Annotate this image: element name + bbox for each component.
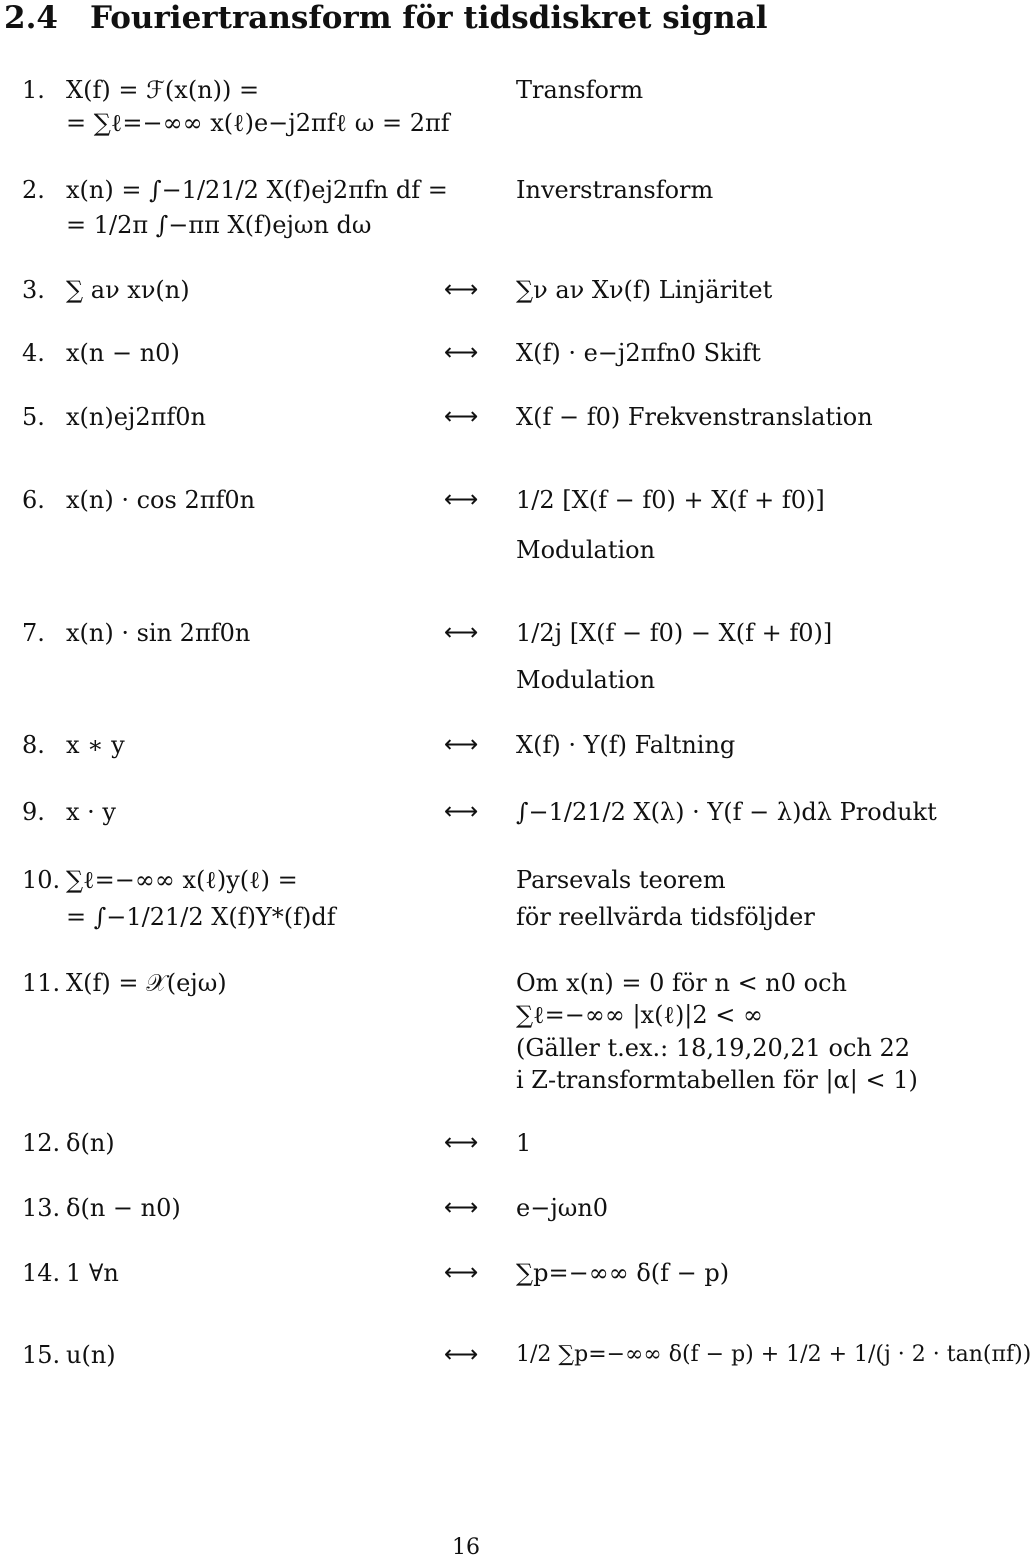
row-number: 12. [22, 1129, 61, 1157]
row-left-line: X(f) = ℱ(x(n)) = [66, 76, 260, 104]
row-number: 5. [22, 403, 45, 431]
row-left-line: = 1/2π ∫−ππ X(f)ejωn dω [66, 211, 372, 239]
row-number: 11. [22, 969, 61, 997]
correspondence-arrow: ⟷ [444, 618, 479, 646]
correspondence-arrow: ⟷ [444, 275, 479, 303]
row-right-line: Modulation [516, 536, 656, 564]
row-right-line: 1 [516, 1129, 532, 1157]
correspondence-arrow: ⟷ [444, 1128, 479, 1156]
section-title: Fouriertransform för tidsdiskret signal [89, 0, 768, 36]
row-number: 15. [22, 1341, 61, 1369]
row-left-line: x(n) · sin 2πf0n [66, 619, 251, 647]
row-right-line: ∫−1/21/2 X(λ) · Y(f − λ)dλ Produkt [516, 798, 937, 826]
row-number: 6. [22, 486, 45, 514]
row-left-line: x(n) · cos 2πf0n [66, 486, 256, 514]
row-right-line: ∑ℓ=−∞∞ |x(ℓ)|2 < ∞ [516, 1001, 764, 1029]
row-number: 2. [22, 176, 45, 204]
row-number: 8. [22, 731, 45, 759]
row-right-line: för reellvärda tidsföljder [516, 903, 815, 931]
row-number: 9. [22, 798, 45, 826]
page-number: 16 [452, 1535, 480, 1560]
row-left-line: x(n) = ∫−1/21/2 X(f)ej2πfn df = [66, 176, 448, 204]
row-right-line: i Z-transformtabellen för |α| < 1) [516, 1066, 918, 1094]
row-number: 7. [22, 619, 45, 647]
row-right-line: ∑ν aν Xν(f) Linjäritet [516, 276, 773, 304]
row-right-line: (Gäller t.ex.: 18,19,20,21 och 22 [516, 1034, 911, 1062]
row-left-line: x ∗ y [66, 731, 125, 759]
section-number: 2.4 [4, 0, 58, 36]
row-number: 10. [22, 866, 61, 894]
row-left-line: x(n − n0) [66, 339, 180, 367]
row-number: 4. [22, 339, 45, 367]
correspondence-arrow: ⟷ [444, 1340, 479, 1368]
row-left-line: = ∫−1/21/2 X(f)Y*(f)df [66, 903, 336, 931]
row-left-line: x · y [66, 798, 116, 826]
correspondence-arrow: ⟷ [444, 1258, 479, 1286]
row-right-line: X(f) · e−j2πfn0 Skift [516, 339, 761, 367]
row-left-line: ∑ℓ=−∞∞ x(ℓ)y(ℓ) = [66, 866, 298, 894]
row-right-line: 1/2j [X(f − f0) − X(f + f0)] [516, 619, 833, 647]
row-left-line: δ(n) [66, 1129, 115, 1157]
row-left-line: x(n)ej2πf0n [66, 403, 207, 431]
correspondence-arrow: ⟷ [444, 402, 479, 430]
row-right-line: 1/2 [X(f − f0) + X(f + f0)] [516, 486, 825, 514]
correspondence-arrow: ⟷ [444, 730, 479, 758]
correspondence-arrow: ⟷ [444, 338, 479, 366]
correspondence-arrow: ⟷ [444, 797, 479, 825]
row-left-line: X(f) = 𝒳(ejω) [66, 969, 227, 997]
row-left-line: 1 ∀n [66, 1259, 119, 1287]
correspondence-arrow: ⟷ [444, 1193, 479, 1221]
row-right-line: Inverstransform [516, 176, 714, 204]
section-heading [4, 0, 768, 36]
row-number: 3. [22, 276, 45, 304]
row-left-line: = ∑ℓ=−∞∞ x(ℓ)e−j2πfℓ ω = 2πf [66, 109, 450, 137]
row-right-line: X(f − f0) Frekvenstranslation [516, 403, 873, 431]
row-left-line: u(n) [66, 1341, 116, 1369]
row-right-line: Modulation [516, 666, 656, 694]
row-right-line: 1/2 ∑p=−∞∞ δ(f − p) + 1/2 + 1/(j · 2 · tan(πf)) [516, 1342, 1031, 1367]
row-right-line: Om x(n) = 0 för n < n0 och [516, 969, 848, 997]
row-right-line: Parsevals teorem [516, 866, 726, 894]
correspondence-arrow: ⟷ [444, 485, 479, 513]
row-right-line: X(f) · Y(f) Faltning [516, 731, 736, 759]
row-number: 14. [22, 1259, 61, 1287]
row-right-line: Transform [516, 76, 644, 104]
row-right-line: ∑p=−∞∞ δ(f − p) [516, 1259, 730, 1287]
row-number: 1. [22, 76, 45, 104]
row-left-line: ∑ aν xν(n) [66, 276, 190, 304]
row-number: 13. [22, 1194, 61, 1222]
row-right-line: e−jωn0 [516, 1194, 609, 1222]
row-left-line: δ(n − n0) [66, 1194, 181, 1222]
